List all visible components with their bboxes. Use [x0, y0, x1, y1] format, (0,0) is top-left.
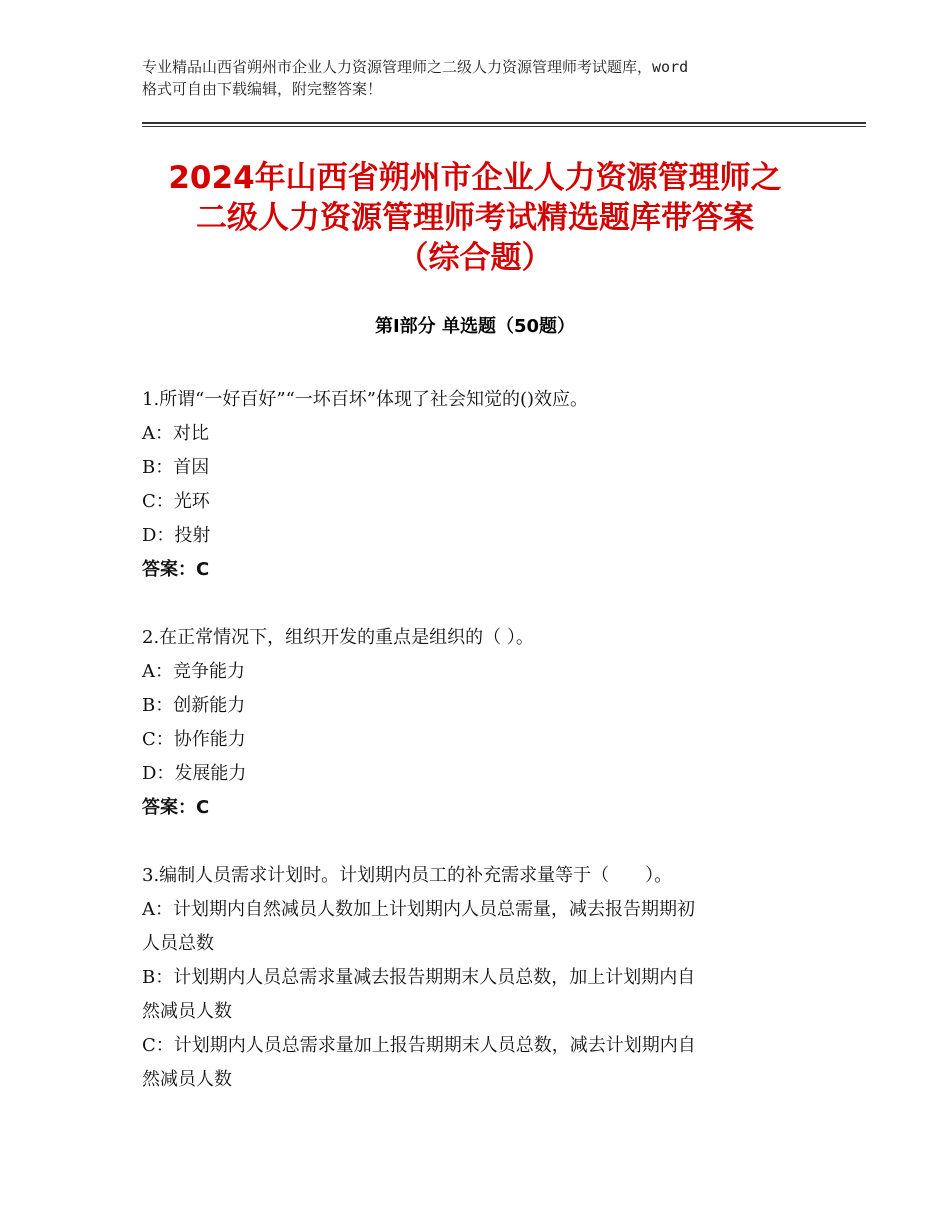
- section-heading: 第Ⅰ部分 单选题（50题）: [374, 316, 575, 337]
- option-b: B：首因: [142, 457, 210, 478]
- question-2: [142, 621, 812, 825]
- document-title: [90, 158, 860, 278]
- option-d: D：发展能力: [142, 763, 247, 784]
- answer-text: 答案：C: [142, 559, 210, 580]
- option-a: A：竞争能力: [142, 661, 245, 682]
- question-stem: 2.在正常情况下，组织开发的重点是组织的（ ）。: [142, 627, 534, 648]
- header-divider: [142, 122, 866, 124]
- option-c: C：光环: [142, 491, 210, 512]
- option-c: C：协作能力: [142, 729, 246, 750]
- question-1: [142, 383, 812, 587]
- option-c-line: C：计划期内人员总需求量加上报告期期末人员总数，减去计划期内自: [142, 1035, 696, 1056]
- header-divider-thin: [142, 126, 866, 127]
- question-3: [142, 859, 812, 1097]
- option-c-line: 然减员人数: [142, 1069, 232, 1090]
- header-note-line: 专业精品山西省朔州市企业人力资源管理师之二级人力资源管理师考试题库，word: [142, 58, 689, 76]
- option-a-line: A：计划期内自然减员人数加上计划期内人员总需量，减去报告期期初: [142, 899, 695, 920]
- option-b: B：创新能力: [142, 695, 246, 716]
- header-note-line: 格式可自由下载编辑，附完整答案！: [142, 80, 383, 98]
- title-line: （综合题）: [397, 240, 553, 276]
- question-stem: 1.所谓“一好百好”“一坏百坏”体现了社会知觉的()效应。: [142, 389, 589, 410]
- answer-text: 答案：C: [142, 797, 210, 818]
- option-d: D：投射: [142, 525, 211, 546]
- option-b-line: B：计划期内人员总需求量减去报告期期末人员总数，加上计划期内自: [142, 967, 696, 988]
- question-stem: 3.编制人员需求计划时。计划期内员工的补充需求量等于（ ）。: [142, 865, 673, 886]
- title-line: 2024年山西省朔州市企业人力资源管理师之: [168, 160, 782, 196]
- header-note: [142, 56, 822, 100]
- question-list: [142, 383, 812, 1131]
- option-b-line: 然减员人数: [142, 1001, 232, 1022]
- title-line: 二级人力资源管理师考试精选题库带答案: [196, 200, 754, 236]
- option-a: A：对比: [142, 423, 209, 444]
- option-a-line: 人员总数: [142, 933, 214, 954]
